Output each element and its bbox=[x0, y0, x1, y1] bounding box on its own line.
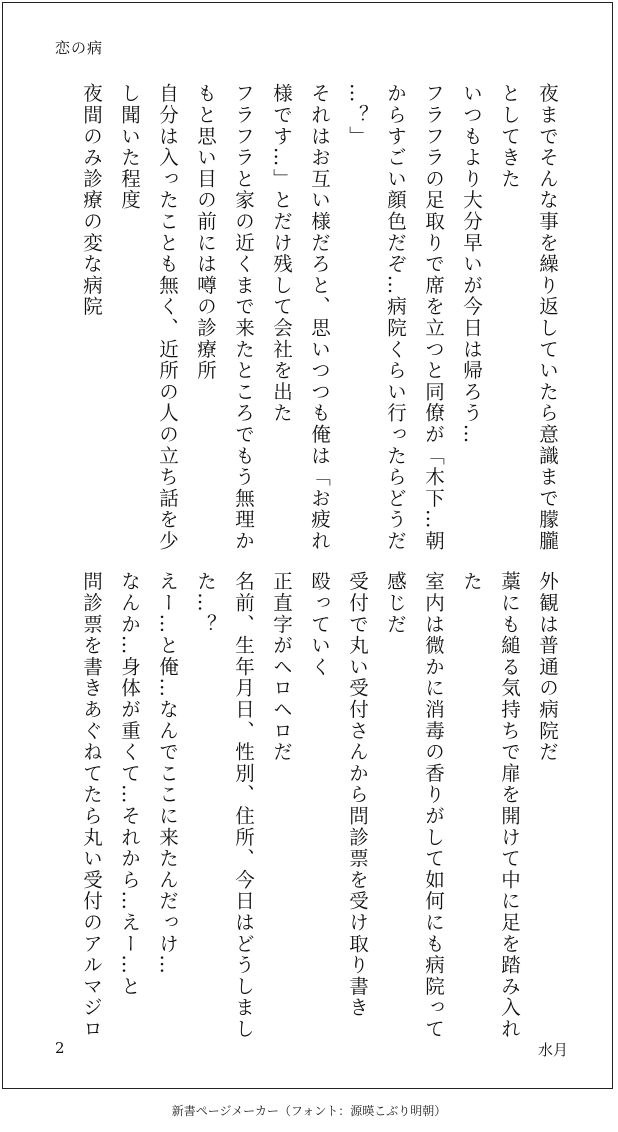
text-line: し聞いた程度 bbox=[118, 83, 141, 211]
text-line: それはお互い様だろと、思いつつも俺は「お疲れ bbox=[308, 83, 331, 552]
text-line: た…？ bbox=[194, 571, 217, 635]
author-name: 水月 bbox=[537, 1041, 568, 1059]
lower-text-block bbox=[72, 571, 566, 1040]
text-line: …？」 bbox=[346, 83, 369, 147]
text-line: た bbox=[460, 571, 483, 593]
text-line: 受付で丸い受付さんから問診票を受け取り書き bbox=[346, 571, 369, 1019]
text-line: なんか…身体が重くて…それから…えー…と bbox=[118, 571, 141, 997]
text-line: フラフラと家の近くまで来たところでもう無理か bbox=[232, 83, 255, 552]
page-title: 恋の病 bbox=[55, 39, 104, 57]
text-line: 正直字がヘロヘロだ bbox=[270, 571, 293, 763]
generator-caption: 新書ページメーカー（フォント：源暎こぶり明朝） bbox=[171, 1104, 447, 1118]
book-page bbox=[2, 2, 613, 1089]
text-line: いつもより大分早いが今日は帰ろう… bbox=[460, 83, 483, 446]
text-line: 夜間のみ診療の変な病院 bbox=[80, 83, 103, 318]
text-line: 問診票を書きあぐねてたら丸い受付のアルマジロ bbox=[80, 571, 103, 1040]
page-number: 2 bbox=[55, 1039, 65, 1057]
text-line: 藁にも縋る気持ちで扉を開けて中に足を踏み入れ bbox=[498, 571, 521, 1040]
text-line: からすごい顔色だぞ…病院くらい行ったらどうだ bbox=[384, 83, 407, 552]
text-line: としてきた bbox=[498, 83, 521, 190]
text-line: フラフラの足取りで席を立つと同僚が「木下…朝 bbox=[422, 83, 445, 552]
text-line: 様です…」とだけ残して会社を出た bbox=[270, 83, 293, 424]
text-line: えー…と俺…なんでここに来たんだっけ… bbox=[156, 571, 179, 976]
text-line: 夜までそんな事を繰り返していたら意識まで朦朧 bbox=[536, 83, 559, 552]
text-line: もと思い目の前には噂の診療所 bbox=[194, 83, 217, 382]
text-line: 殴っていく bbox=[308, 571, 331, 678]
text-line: 外観は普通の病院だ bbox=[536, 571, 559, 763]
text-line: 自分は入ったことも無く、近所の人の立ち話を少 bbox=[156, 83, 179, 552]
text-line: 感じだ bbox=[384, 571, 407, 635]
text-line: 名前、生年月日、性別、住所、今日はどうしまし bbox=[232, 571, 255, 1040]
text-line: 室内は微かに消毒の香りがして如何にも病院って bbox=[422, 571, 445, 1040]
upper-text-block bbox=[72, 83, 566, 552]
